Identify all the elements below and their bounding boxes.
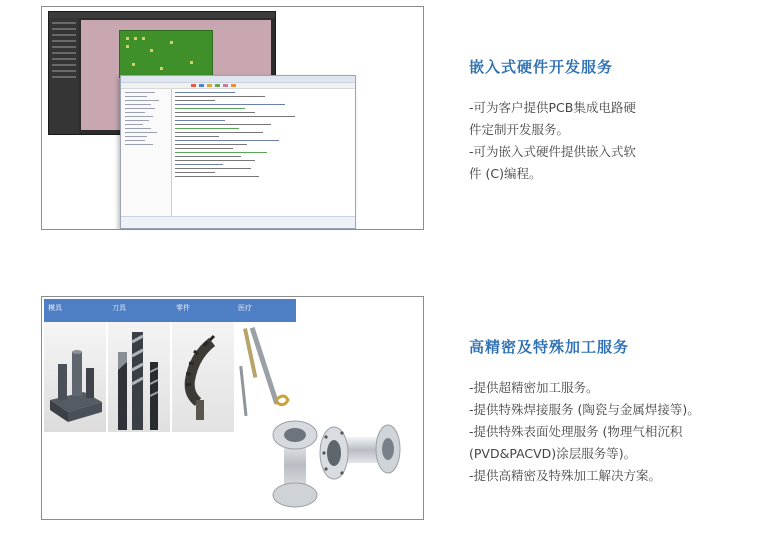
service-description — [469, 97, 759, 185]
description-line: -提供超精密加工服务。 — [469, 380, 599, 395]
gear-part-photo — [172, 322, 234, 432]
eda-menubar — [49, 12, 275, 18]
cutting-tool-photo — [108, 322, 170, 432]
description-line: -提供高精密及特殊加工解决方案。 — [469, 468, 662, 483]
flange-tube-parts-photo — [264, 397, 414, 517]
category-table-header — [44, 299, 296, 322]
description-line: 件 (C)编程。 — [469, 166, 542, 181]
precision-machining-info — [469, 336, 759, 487]
category-tool: 刀具 — [112, 304, 126, 312]
code-editor-window — [120, 75, 356, 229]
mould-photo — [44, 322, 106, 432]
category-medical: 医疗 — [238, 304, 252, 312]
embedded-dev-info — [469, 56, 759, 185]
service-description — [469, 377, 759, 487]
embedded-dev-image — [41, 6, 424, 230]
description-line: -提供特殊焊接服务 (陶瓷与金属焊接等)。 — [469, 402, 700, 417]
category-part: 零件 — [176, 304, 190, 312]
description-line: -可为客户提供PCB集成电路硬 — [469, 100, 636, 115]
section-title: 高精密及特殊加工服务 — [469, 338, 630, 356]
description-line: -可为嵌入式硬件提供嵌入式软 — [469, 144, 637, 159]
eda-side-panel — [49, 18, 79, 134]
code-area — [175, 89, 351, 216]
section-title: 嵌入式硬件开发服务 — [469, 58, 614, 76]
editor-titlebar — [121, 76, 355, 83]
project-tree — [121, 89, 172, 216]
pcb-board — [119, 30, 213, 78]
description-line: 件定制开发服务。 — [469, 122, 570, 137]
editor-output-panel — [121, 216, 355, 228]
precision-machining-image — [41, 296, 424, 520]
category-mould: 模具 — [48, 304, 62, 312]
description-line: (PVD&PACVD)涂层服务等)。 — [469, 446, 637, 461]
description-line: -提供特殊表面处理服务 (物理气相沉积 — [469, 424, 683, 439]
